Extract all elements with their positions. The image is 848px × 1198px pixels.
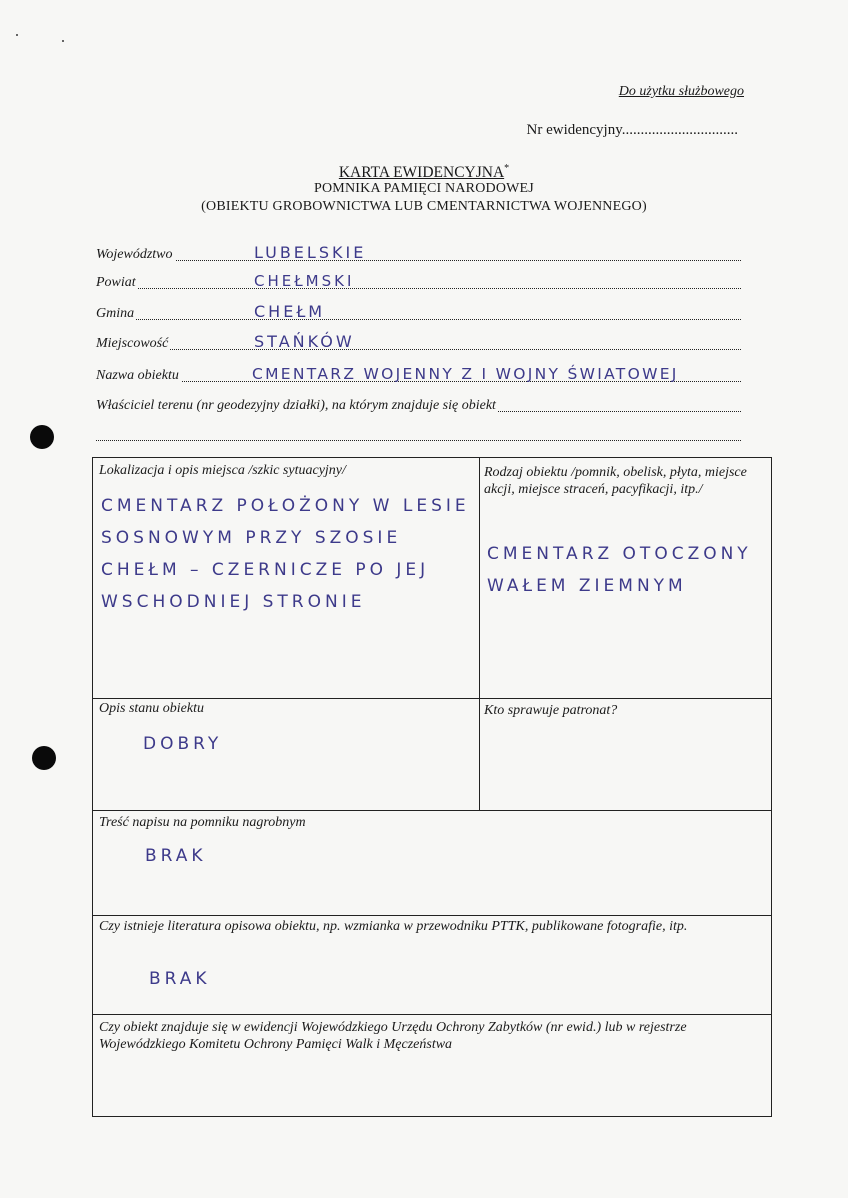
cell-patronat[interactable] bbox=[479, 698, 771, 810]
cell-label: Opis stanu obiektu bbox=[99, 701, 204, 716]
cell-value: BRAK bbox=[149, 969, 211, 989]
field-wlasciciel-line-2[interactable] bbox=[96, 425, 741, 445]
cell-label: Czy obiekt znajduje się w ewidencji Wojewódzkiego Urzędu Ochrony Zabytków (nr ewid.) lub w rejestrze Wojewódzkiego Komitetu Ochrony Pamięci Walk i Męczeństwa bbox=[99, 1020, 687, 1052]
card-title-text: KARTA EWIDENCYJNA bbox=[338, 164, 505, 182]
cell-lokalizacja[interactable] bbox=[93, 458, 479, 698]
card-subtitle-2: (OBIEKTU GROBOWNICTWA LUB CMENTARNICTWA WOJENNEGO) bbox=[201, 199, 647, 214]
punch-hole bbox=[30, 425, 54, 449]
card-subtitle-1: POMNIKA PAMIĘCI NARODOWEJ bbox=[314, 181, 534, 196]
field-value: CHEŁMSKI bbox=[254, 272, 355, 290]
punch-hole bbox=[32, 746, 56, 770]
field-wlasciciel[interactable] bbox=[96, 396, 741, 416]
field-label: Właściciel terenu (nr geodezyjny działki), na którym znajduje się obiekt bbox=[96, 398, 496, 413]
scan-speck bbox=[62, 40, 64, 42]
field-powiat[interactable] bbox=[96, 273, 741, 293]
record-number-label: Nr ewidencyjny bbox=[526, 122, 622, 138]
dotted-line bbox=[96, 349, 741, 350]
field-label: Miejscowość bbox=[96, 336, 169, 351]
record-number-dots: ............................... bbox=[621, 122, 738, 138]
details-table bbox=[92, 457, 772, 1117]
field-value: LUBELSKIE bbox=[254, 243, 367, 262]
record-number bbox=[527, 122, 739, 139]
scan-speck bbox=[16, 34, 18, 36]
cell-label: Czy istnieje literatura opisowa obiektu, np. wzmianka w przewodniku PTTK, publikowane fotografie, itp. bbox=[99, 919, 688, 934]
field-label: Powiat bbox=[96, 275, 136, 290]
cell-stan[interactable] bbox=[93, 698, 479, 810]
cell-label: Kto sprawuje patronat? bbox=[484, 703, 618, 718]
field-value: CHEŁM bbox=[254, 302, 326, 321]
cell-value: CMENTARZ POŁOŻONY W LESIE SOSNOWYM PRZY SZOSIE CHEŁM – CZERNICZE PO JEJ WSCHODNIEJ STRONIE bbox=[101, 496, 470, 612]
dotted-line bbox=[96, 319, 741, 320]
cell-label: Lokalizacja i opis miejsca /szkic sytuacyjny/ bbox=[99, 463, 346, 478]
cell-value: CMENTARZ OTOCZONY WAŁEM ZIEMNYM bbox=[487, 544, 752, 596]
card-title-mark: * bbox=[504, 163, 510, 174]
cell-napis[interactable] bbox=[93, 810, 771, 915]
dotted-line bbox=[96, 440, 741, 441]
field-wojewodztwo[interactable] bbox=[96, 245, 741, 265]
field-value: CMENTARZ WOJENNY Z I WOJNY ŚWIATOWEJ bbox=[252, 365, 679, 383]
cell-label: Treść napisu na pomniku nagrobnym bbox=[99, 815, 306, 830]
cell-rodzaj[interactable] bbox=[479, 458, 771, 698]
field-label: Województwo bbox=[96, 247, 173, 262]
cell-value: BRAK bbox=[145, 846, 207, 866]
cell-ewidencja[interactable] bbox=[93, 1014, 771, 1116]
field-nazwa-obiektu[interactable] bbox=[96, 366, 741, 386]
dotted-line bbox=[96, 260, 741, 261]
field-miejscowosc[interactable] bbox=[96, 334, 741, 354]
dotted-line bbox=[96, 288, 741, 289]
cell-value: DOBRY bbox=[143, 734, 223, 754]
cell-label: Rodzaj obiektu /pomnik, obelisk, płyta, miejsce akcji, miejsce straceń, pacyfikacji, itp./ bbox=[484, 465, 747, 497]
official-use-note: Do użytku służbowego bbox=[618, 84, 744, 99]
field-label: Nazwa obiektu bbox=[96, 368, 179, 383]
cell-literatura[interactable] bbox=[93, 915, 771, 1014]
card-title bbox=[0, 163, 848, 182]
field-label: Gmina bbox=[96, 306, 135, 321]
field-value: STAŃKÓW bbox=[254, 332, 355, 351]
field-gmina[interactable] bbox=[96, 304, 741, 324]
